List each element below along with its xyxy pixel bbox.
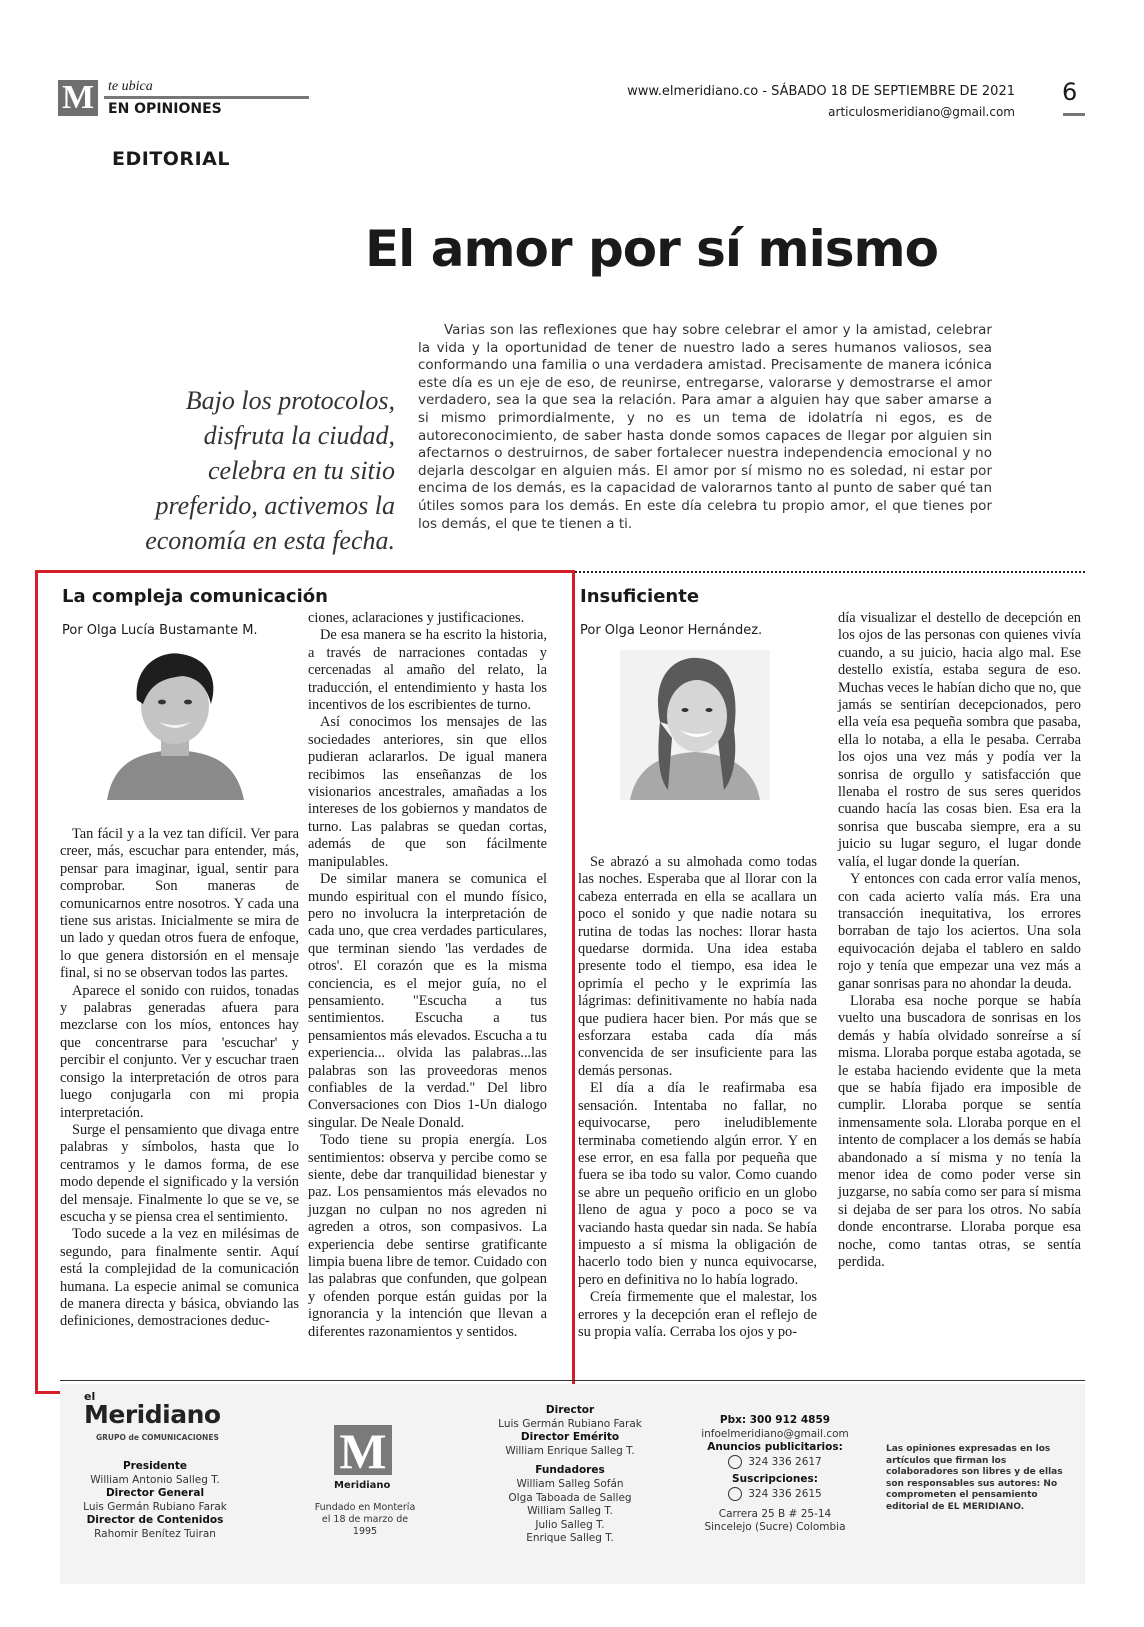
- brand-el: el: [84, 1390, 96, 1403]
- article2-column-1: [578, 854, 817, 1341]
- staff-center: [475, 1404, 665, 1546]
- staff-name: Luis Germán Rubiano Farak: [498, 1417, 642, 1430]
- brand-subtitle: GRUPO de COMUNICACIONES: [96, 1433, 219, 1442]
- disclaimer: Las opiniones expresadas en los artículos que firman los colaboradores son libres y de ellas son responsables sus autores: No comprometen el pensamiento editorial de EL MERIDIANO.: [886, 1444, 1063, 1512]
- article1-paragraph: Aparece el sonido con ruidos, tonadas y palabras generadas afuera para mezclarse con los míos, entonces hay que concentrarse para 'escuchar' y percibir el conjunto. Ver y escuchar traen consigo la interpretación de otros para luego conjugarla con mi propia interpretación.: [60, 982, 299, 1121]
- article1-paragraph: Tan fácil y a la vez tan difícil. Ver para creer, más, escuchar para entender, más, pensar para imaginar, igual, sentir para comprobar. Son maneras de comunicarnos entre nosotros. Y cada una tiene sus aristas. Inicialmente se mira de un lado y quedan otros fuera de enfoque, lo que genera distorsión en el mensaje final, si no se observan todos las partes.: [60, 826, 299, 982]
- staff-left: [70, 1460, 240, 1542]
- article1-byline: Por Olga Lucía Bustamante M.: [62, 623, 258, 638]
- article2-column-2: [838, 610, 1081, 1271]
- article1-paragraph: Todo sucede a la vez en milésimas de segundo, para finalmente sentir. Aquí está la complejidad de la comunicación humana. La especie animal se comunica de manera directa y básica, obviando las definiciones, demostraciones deduc-: [60, 1226, 299, 1330]
- article2-title: Insuficiente: [580, 586, 700, 607]
- article1-column-2: [308, 610, 547, 1341]
- whatsapp-icon: [728, 1455, 742, 1469]
- founder-name: William Salleg T.: [527, 1505, 613, 1518]
- staff-name: Luis Germán Rubiano Farak: [83, 1500, 227, 1513]
- founder-name: Julio Salleg T.: [535, 1518, 605, 1531]
- staff-name: William Enrique Salleg T.: [505, 1444, 635, 1457]
- whatsapp-icon: [728, 1487, 742, 1501]
- address-line: Sincelejo (Sucre) Colombia: [704, 1521, 846, 1534]
- article2-paragraph: día visualizar el destello de decepción en los ojos de las personas con quienes vivía cuando, a su juicio, hacia algo mal. Ese destello existía, estaba segura de eso. Muchas veces le habían dicho que no, que jamás se sentirían decepcionados, pero ella veía esa pequeña sombra que pasaba, ella lo notaba, a ella le pesaba. Cerraba los ojos una vez más y podía ver la sonrisa de orgullo y satisfacción que llenaba el rostro de sus seres queridos cuando hacía las cosas bien. Esa era la sonrisa que buscaba siempre, era a su juicio su lugar seguro, el lugar donde valía, el lugar donde la querían.: [838, 610, 1081, 870]
- section-logo: M: [58, 80, 98, 116]
- page-number: 6: [1062, 78, 1078, 106]
- info-email: infoelmeridiano@gmail.com: [701, 1427, 849, 1440]
- article1-paragraph: De esa manera se ha escrito la historia, a través de narraciones contadas y cercenadas al amaño del relato, la traducción, el entendimiento y hasta los incentivos de los escribientes de turno.: [308, 627, 547, 714]
- founded-note: Fundado en Montería el 18 de marzo de 1995: [314, 1502, 416, 1537]
- editorial-label: EDITORIAL: [112, 148, 230, 170]
- founder-name: William Salleg Sofán: [516, 1477, 624, 1490]
- founder-name: Enrique Salleg T.: [526, 1532, 614, 1545]
- article2-paragraph: Se abrazó a su almohada como todas las noches. Esperaba que al llorar con la cabeza enterrada en ella se acallara un poco el sonido y que nadie notara su rutina de todas las noches: llorar hasta quedarse dormida. Una idea estaba presente todo el tiempo, esa idea le oprimía el pecho y le exprimía las lágrimas: definitivamente no había nada que pudiera hacer bien. Por más que se esforzara estaba cada día más convencida de ser insuficiente para las demás personas.: [578, 854, 817, 1079]
- article1-paragraph: ciones, aclaraciones y justificaciones.: [308, 610, 525, 626]
- footer-rule: [60, 1380, 1085, 1381]
- staff-name: William Antonio Salleg T.: [90, 1473, 220, 1486]
- contact-block: [690, 1414, 860, 1535]
- ads-label: Anuncios publicitarios:: [707, 1441, 843, 1454]
- staff-role: Director: [545, 1404, 595, 1416]
- article2-byline: Por Olga Leonor Hernández.: [580, 623, 763, 638]
- article2-author-photo: [620, 650, 770, 800]
- article1-paragraph: De similar manera se comunica el mundo espiritual con el mundo físico, pero no involucra la interpretación de cada uno, que crea verdades particulares, que terminan siendo 'las verdades de otros'. El corazón que es la misma conciencia, es el mejor guía, no el pensamiento. "Escucha a tus sentimientos. Escucha a tus pensamientos más elevados. Escucha a tu experiencia... olvida las palabras...las palabras son las proveedoras menos confiables de la verdad." Del libro Conversaciones con Dios 1-Un dialogo singular. De Neale Donald.: [308, 871, 547, 1131]
- staff-role: Director de Contenidos: [86, 1514, 224, 1527]
- staff-role: Director Emérito: [520, 1431, 620, 1444]
- article1-title: La compleja comunicación: [62, 586, 328, 607]
- article2-paragraph: Y entonces con cada error valía menos, con cada acierto valía más. Era una transacción inequitativa, los errores borraban de tajo los aciertos. Una sola equivocación dejaba el tablero en saldo rojo y tenía que empezar una vez más a ganar sonrisas para no ahondar la deuda.: [838, 871, 1081, 992]
- article2-paragraph: El día a día le reafirmaba esa sensación. Intentaba no fallar, no equivocarse, pero ineludiblemente terminaba cometiendo algún error. Y en ese error, en esa falla por pequeña que fuera se iba todo su valor. Como cuando se abre un pequeño orificio en un globo lleno de agua y poco a poco se va vaciando hasta quedar sin nada. Se había impuesto a sí misma la obligación de hacerlo todo bien y nunca equivocarse, pero en definitiva no lo había logrado.: [578, 1080, 817, 1288]
- article1-paragraph: Todo tiene su propia energía. Los sentimientos: observa y percibe como se siente, debe dar tranquilidad bienestar y paz. Los pensamientos más elevados no juzgan no culpan no nos agreden ni agreden a otros, son compasivos. La experiencia debe sentirse gratificante limpia buena libre de temor. Cuidado con las palabras que confunden, que golpean y ofenden porque están guidas por la ignorancia y la intención que llevan a diferentes razonamientos y sentidos.: [308, 1132, 547, 1340]
- contact-email: articulosmeridiano@gmail.com: [828, 105, 1015, 119]
- ads-phone-row: 324 336 2617: [690, 1455, 860, 1470]
- editorial-body: Varias son las reflexiones que hay sobre celebrar el amor y la amistad, celebrar la vida y la oportunidad de tener de nuestro lado a seres humanos valiosos, sea conformando una familia o una verdadera amistad. Precisamente de manera icónica este día es un eje de eso, de reunirse, entregarse, valorarse y demostrarse el amor verdadero, sea la que sea la relación. Para amar a alguien hay que saber amarse a si mismo primordialmente, y no es un tema de idolatría ni egos, es de autoreconocimiento, de saber hasta donde somos capaces de llegar por alguien sin afectarnos o destruirnos, de saber fortalecer nuestra independencia emocional y no dejarla descolgar en alguien más. El amor por sí mismo no es soledad, ni estar por encima de los demás, es la capacidad de valorarnos tanto al punto de saber qué tan útiles somos para los demás. En este día celebra tu propio amor, el que tienes por los demás, el que te tienen a ti.: [418, 322, 992, 532]
- founder-name: Olga Taboada de Salleg: [508, 1491, 632, 1504]
- article1-author-photo: [103, 648, 248, 800]
- section-label: EN OPINIONES: [108, 101, 222, 117]
- editorial-title: El amor por sí mismo: [365, 220, 938, 278]
- header-rule: [104, 96, 309, 99]
- staff-role: Fundadores: [535, 1464, 605, 1477]
- address-line: Carrera 25 B # 25-14: [718, 1507, 832, 1520]
- emblem-name: Meridiano: [334, 1480, 391, 1491]
- te-ubica-label: te ubica: [108, 79, 153, 94]
- brand-name: Meridiano: [84, 1400, 221, 1429]
- article1-paragraph: Surge el pensamiento que divaga entre palabras y símbolos, hasta que lo centramos y le damos forma, de ese modo depende el significado y la versión del mensaje. Finalmente lo que se ve, se escucha y se piensa crea el sentimiento.: [60, 1121, 299, 1225]
- page-number-rule: [1063, 113, 1085, 116]
- editorial-pullquote: Bajo los protocolos, disfruta la ciudad, celebra en tu sitio preferido, activemos la economía en esta fecha.: [145, 386, 395, 555]
- staff-role: Presidente: [122, 1460, 188, 1472]
- article1-column-1: [60, 826, 299, 1331]
- article2-paragraph: Lloraba esa noche porque se había vuelto una buscadora de sonrisas en los demás y había olvidado sonreírse a sí misma. Lloraba porque estaba agotada, se le estaba haciendo evidente que la meta que se había fijado era imposible de cumplir. Lloraba porque se sentía inmensamente sola. Lloraba porque en el intento de complacer a los demás se había abandonado a sí misma y no tenía la menor idea de como poder verse sin juzgarse, no sabía como ser para sí misma si dejaba de ser para los otros. No sabía donde encontrarse. Lloraba porque esa noche, como tantas otras, se sentía perdida.: [838, 992, 1081, 1271]
- staff-name: Rahomir Benítez Tuiran: [94, 1527, 216, 1540]
- article1-paragraph: Así conocimos los mensajes de las sociedades anteriores, sin que ellos pudieran aclararlos. De igual manera recibimos las enseñanzas de los visionarios ancestrales, amañadas a los intereses de los gobiernos y mandatos de turno. Las palabras se quedan cortas, además de que son fácilmente manipulables.: [308, 714, 547, 870]
- site-and-date: www.elmeridiano.co - SÁBADO 18 DE SEPTIEMBRE DE 2021: [627, 84, 1015, 99]
- emblem-logo: M: [334, 1425, 392, 1475]
- pbx-number: Pbx: 300 912 4859: [719, 1414, 831, 1426]
- subs-label: Suscripciones:: [732, 1473, 818, 1486]
- subs-phone-row: 324 336 2615: [690, 1487, 860, 1502]
- article2-paragraph: Creía firmemente que el malestar, los errores y la decepción eran el reflejo de su propia valía. Cerraba los ojos y po-: [578, 1289, 817, 1340]
- staff-role: Director General: [105, 1487, 205, 1500]
